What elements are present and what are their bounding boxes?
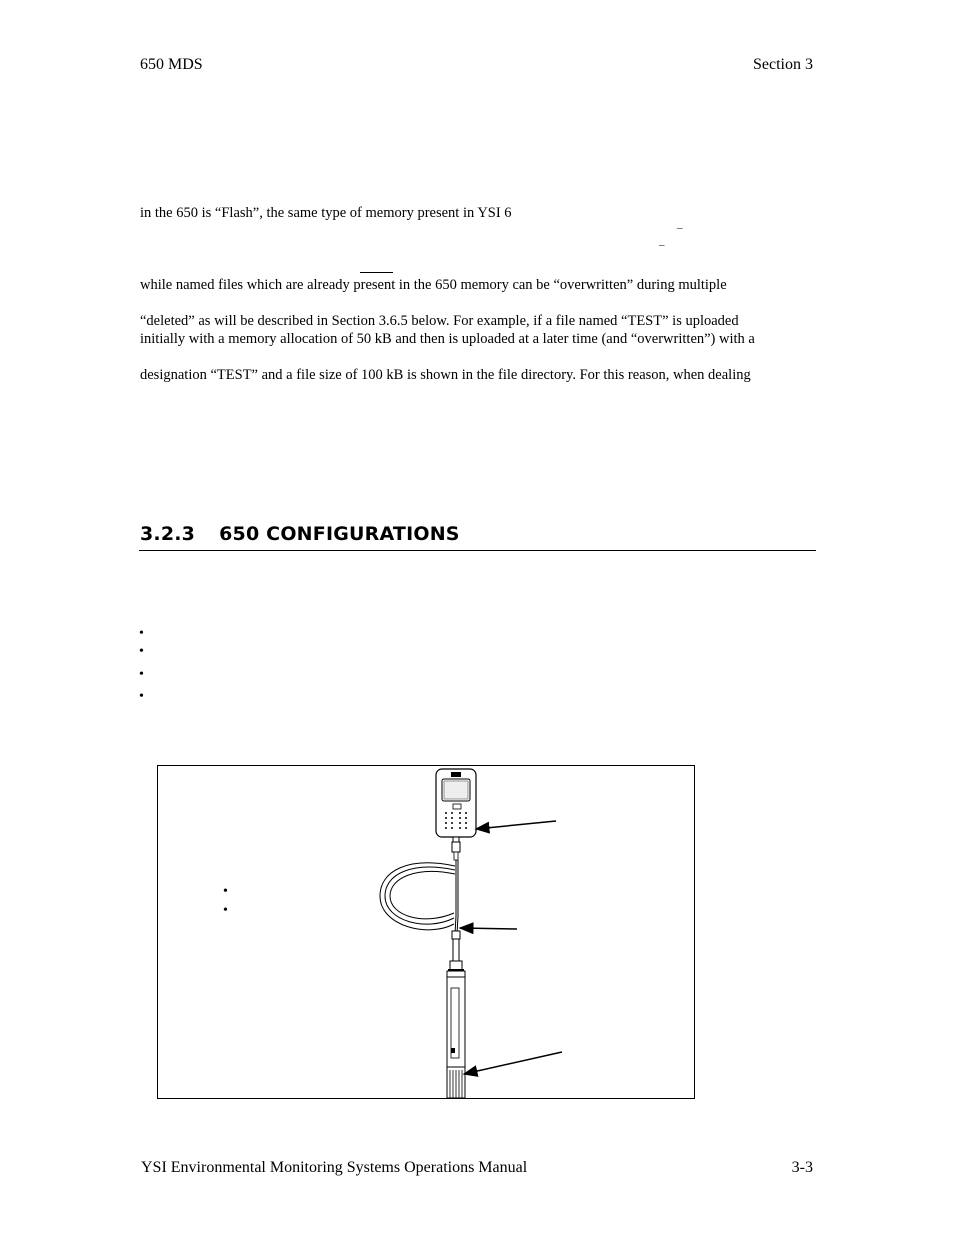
cable-icon	[380, 860, 460, 961]
body-line-1: in the 650 is “Flash”, the same type of memory present in YSI 6	[140, 205, 512, 221]
dash-mark-1: –	[677, 222, 683, 234]
running-footer-left: YSI Environmental Monitoring Systems Operations Manual	[141, 1159, 528, 1176]
figure-bullet-1: •	[223, 884, 228, 899]
handheld-650-icon	[436, 769, 476, 860]
dash-mark-2: –	[659, 239, 665, 251]
body-line-4: initially with a memory allocation of 50 kB and then is uploaded at a later time (and “overwritten”) with a	[140, 331, 755, 347]
arrow-sonde-icon	[464, 1052, 562, 1074]
section-heading	[140, 523, 460, 545]
body-line-5: designation “TEST” and a file size of 100 kB is shown in the file directory. For this reason, when dealing	[140, 367, 751, 383]
body-line-3: “deleted” as will be described in Section 3.6.5 below. For example, if a file named “TEST” is uploaded	[140, 313, 739, 329]
section-number: 3.2.3	[140, 523, 196, 545]
arrow-cable-icon	[460, 928, 517, 929]
arrow-handheld-icon	[476, 821, 556, 829]
bullet-3: •	[139, 667, 144, 682]
page-number: 3-3	[791, 1159, 813, 1176]
bullet-1: •	[139, 626, 144, 641]
figure-drawing	[158, 766, 694, 1098]
bullet-2: •	[139, 644, 144, 659]
figure-bullet-2: •	[223, 903, 228, 918]
running-header-right: Section 3	[753, 56, 813, 73]
underline-mark	[360, 272, 393, 273]
configuration-figure	[157, 765, 695, 1099]
section-rule	[139, 550, 816, 551]
body-line-2: while named files which are already present in the 650 memory can be “overwritten” during multiple	[140, 277, 727, 293]
running-header-left: 650 MDS	[140, 56, 203, 73]
sonde-icon	[447, 961, 465, 1098]
section-title: 650 CONFIGURATIONS	[219, 523, 460, 545]
bullet-4: •	[139, 689, 144, 704]
